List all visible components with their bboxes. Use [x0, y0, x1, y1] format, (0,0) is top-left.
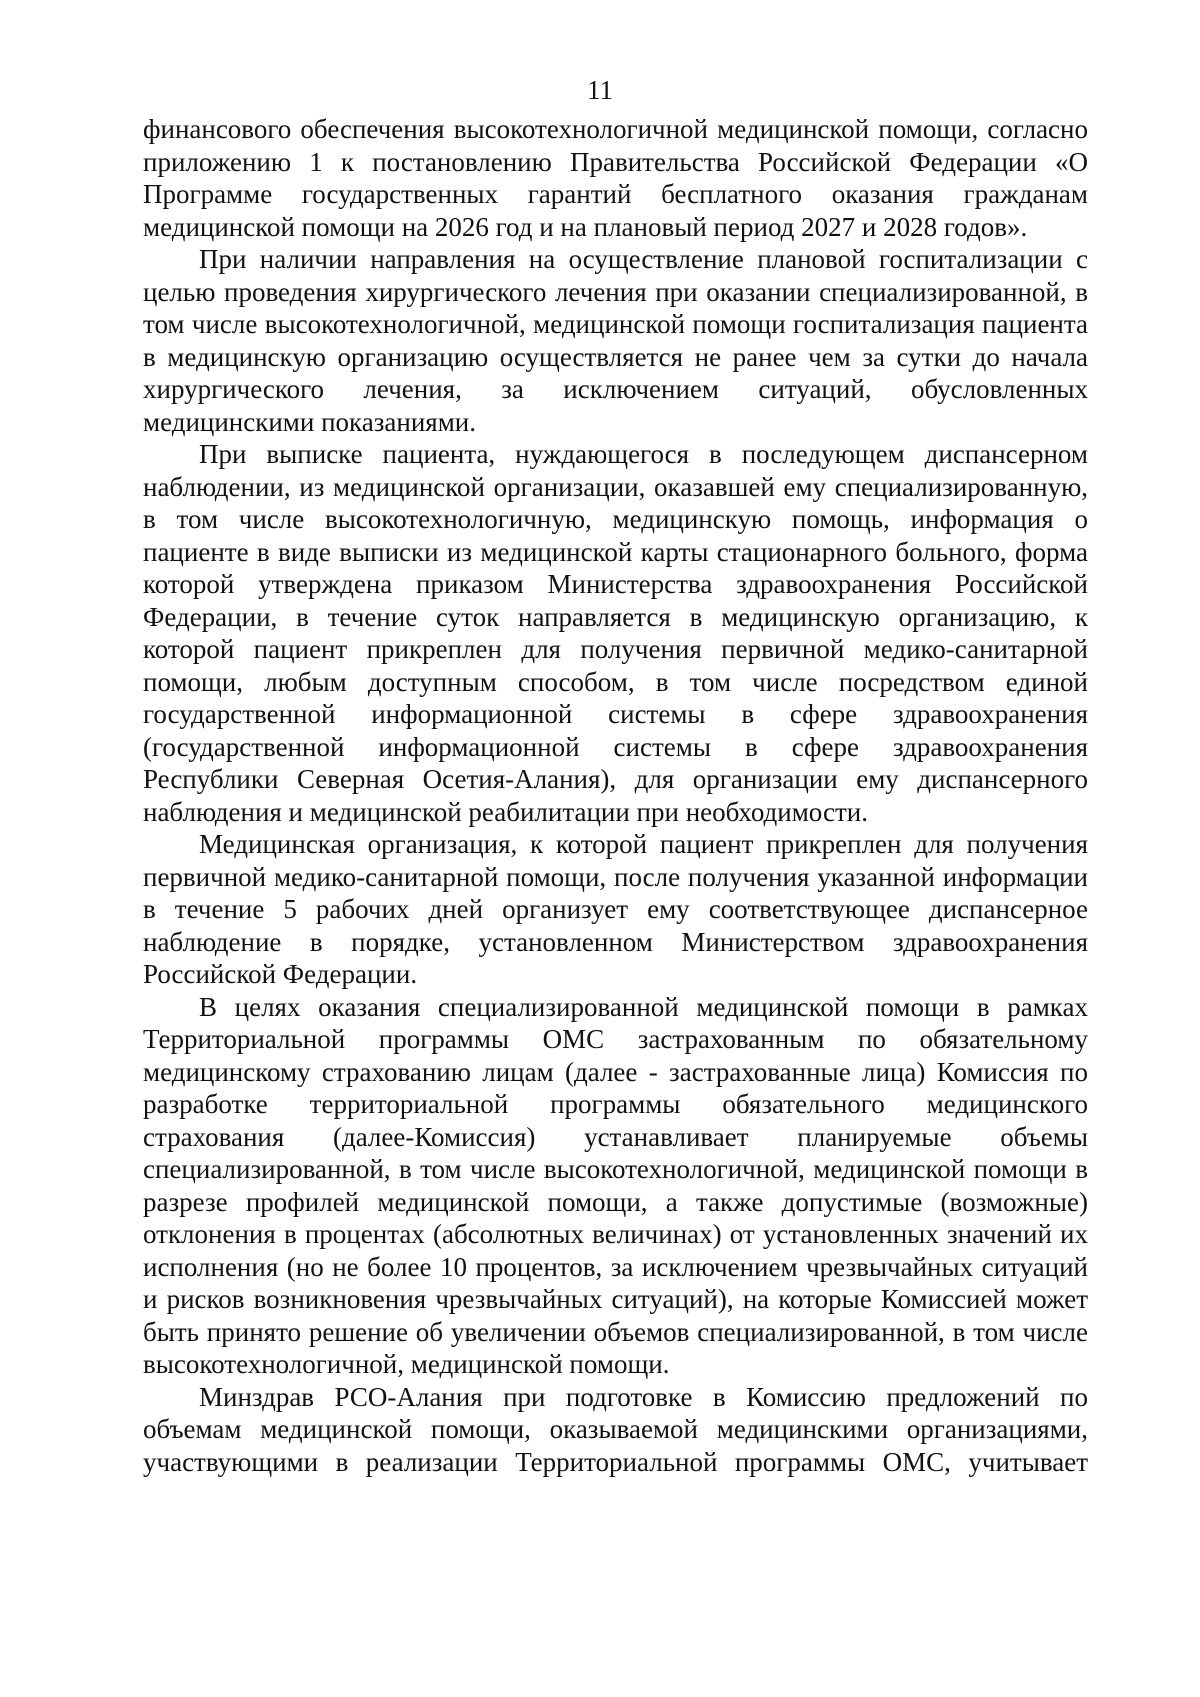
paragraph-dispensary-observation: Медицинская организация, к которой пациент прикреплен для получения первичной медико-санитарной помощи, после получения указанной информации в течение 5 рабочих дней организует ему соответствующее диспансерное наблюдение в порядке, установленном Министерством здравоохранения Российской Федерации. — [143, 829, 1088, 989]
page-number: 11 — [587, 75, 613, 105]
paragraph-financing-continuation: финансового обеспечения высокотехнологичной медицинской помощи, согласно приложению 1 к постановлению Правительства Российской Федерации «О Программе государственных гарантий бесплатного оказания гражданам медицинской помощи на 2026 год и на плановый период 2027 и 2028 годов». — [143, 114, 1088, 242]
document-body — [143, 113, 1088, 1478]
paragraph-planned-hospitalization: При наличии направления на осуществление плановой госпитализации с целью проведения хирургического лечения при оказании специализированной, в том числе высокотехнологичной, медицинской помощи госпитализация пациента в медицинскую организацию осуществляется не ранее чем за сутки до начала хирургического лечения, за исключением ситуаций, обусловленных медицинскими показаниями. — [143, 244, 1088, 437]
paragraph-patient-discharge: При выписке пациента, нуждающегося в последующем диспансерном наблюдении, из медицинской организации, оказавшей ему специализированную, в том числе высокотехнологичную, медицинскую помощь, информация о пациенте в виде выписки из медицинской карты стационарного больного, форма которой утверждена приказом Министерства здравоохранения Российской Федерации, в течение суток направляется в медицинскую организацию, к которой пациент прикреплен для получения первичной медико-санитарной помощи, любым доступным способом, в том числе посредством единой государственной информационной системы в сфере здравоохранения (государственной информационной системы в сфере здравоохранения Республики Северная Осетия-Алания), для организации ему диспансерного наблюдения и медицинской реабилитации при необходимости. — [143, 439, 1088, 827]
paragraph-specialized-care-volumes: В целях оказания специализированной медицинской помощи в рамках Территориальной программы ОМС застрахованным по обязательному медицинскому страхованию лицам (далее - застрахованные лица) Комиссия по разработке территориальной программы обязательного медицинского страхования (далее-Комиссия) устанавливает планируемые объемы специализированной, в том числе высокотехнологичной, медицинской помощи в разрезе профилей медицинской помощи, а также допустимые (возможные) отклонения в процентах (абсолютных величинах) от установленных значений их исполнения (но не более 10 процентов, за исключением чрезвычайных ситуаций и рисков возникновения чрезвычайных ситуаций), на которые Комиссией может быть принято решение об увеличении объемов специализированной, в том числе высокотехнологичной, медицинской помощи. — [143, 991, 1088, 1379]
paragraph-ministry-proposals: Минздрав РСО-Алания при подготовке в Комиссию предложений по объемам медицинской помощи, оказываемой медицинскими организациями, участвующими в реализации Территориальной программы ОМС, учитывает — [143, 1381, 1088, 1477]
